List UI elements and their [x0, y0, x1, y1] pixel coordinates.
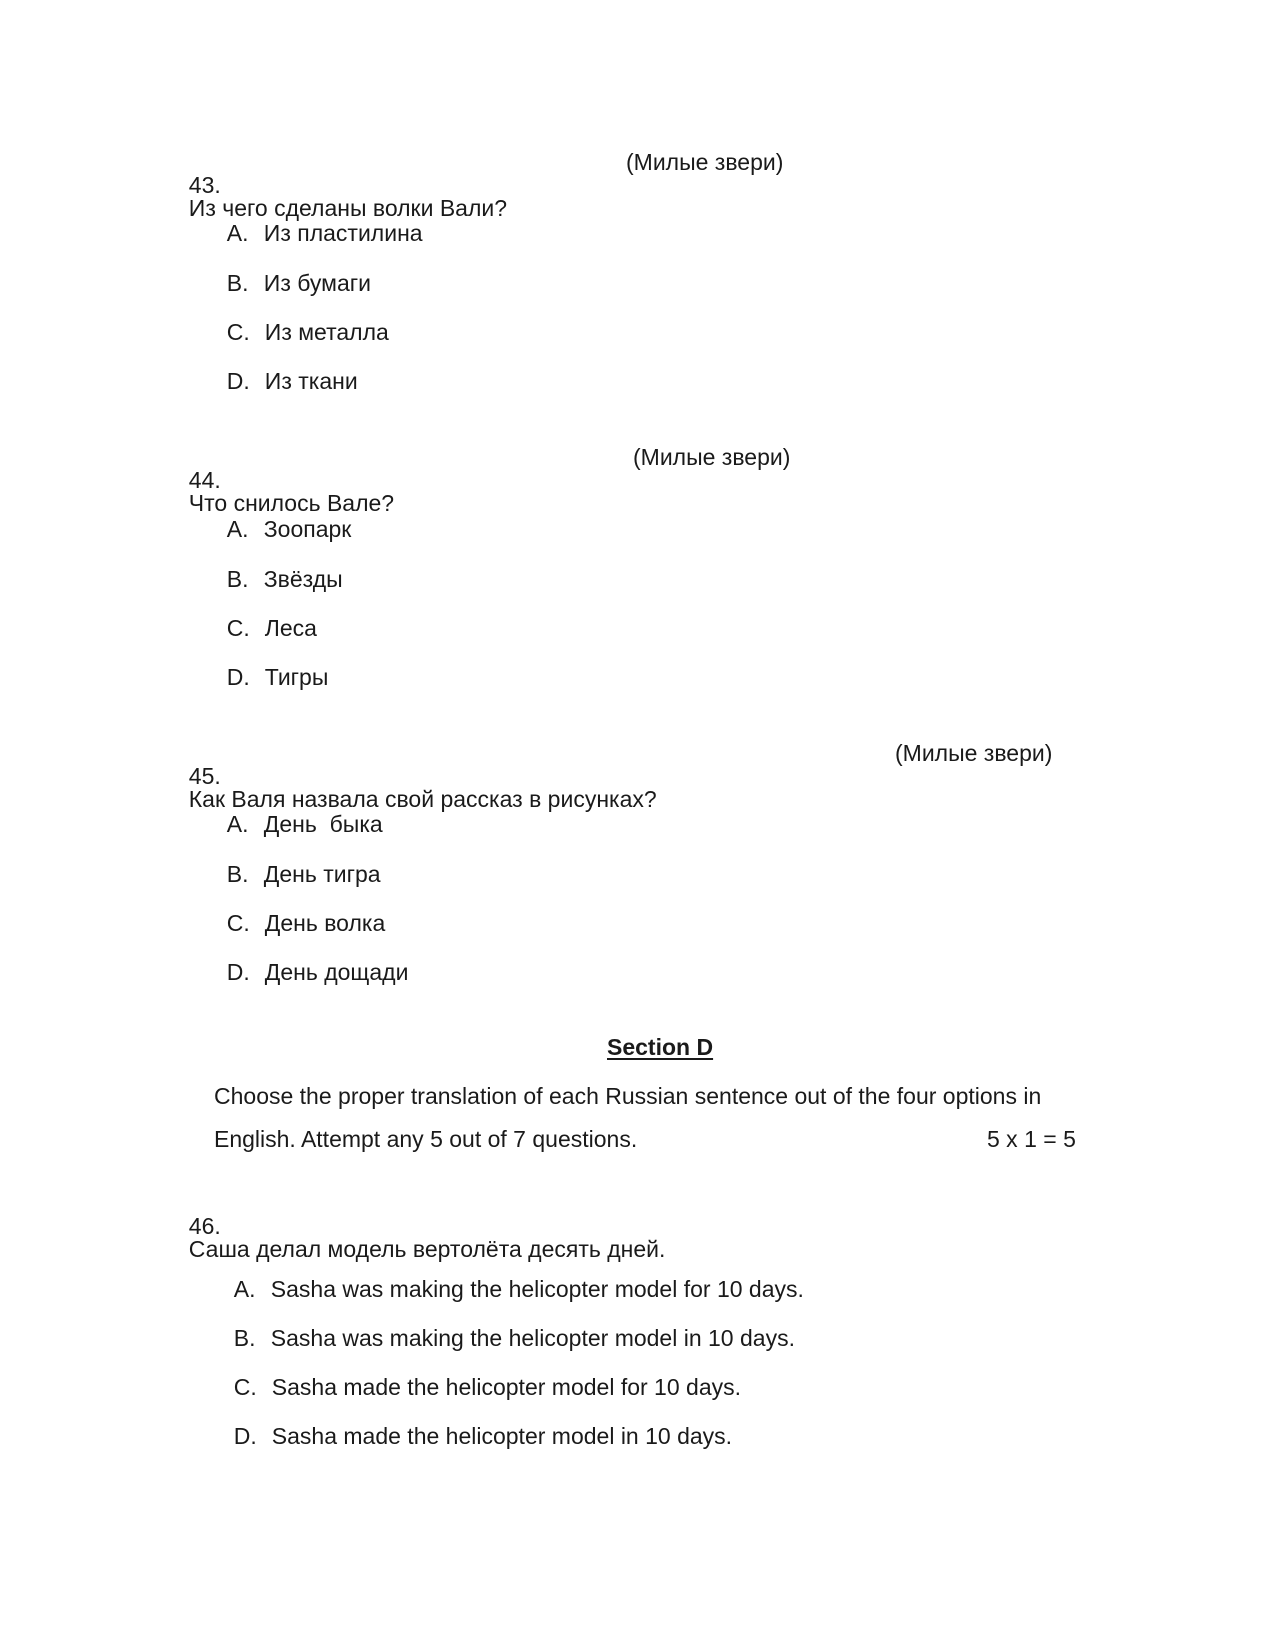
question-text: Как Валя назвала свой рассказ в рисунках? [188, 786, 657, 812]
option-a [214, 790, 383, 836]
option-letter: B. [233, 1325, 256, 1351]
option-letter: C. [226, 615, 250, 641]
question-source: (Милые звери) [895, 740, 1053, 766]
question-text: Что снилось Вале? [188, 490, 395, 516]
option-letter: D. [226, 959, 250, 985]
section-title: Section D [607, 1034, 714, 1060]
question-number: 43. [188, 172, 221, 198]
question-number: 46. [188, 1213, 221, 1239]
option-letter: C. [226, 910, 250, 936]
question-text: Из чего сделаны волки Вали? [188, 195, 508, 221]
option-d [214, 643, 328, 689]
option-d [221, 1402, 732, 1448]
option-text: Sasha was making the helicopter model for 10 days. [270, 1276, 804, 1302]
option-text: Зоопарк [263, 516, 352, 542]
option-text: День тигра [263, 861, 381, 887]
option-text: Из металла [264, 319, 389, 345]
option-letter: C. [233, 1374, 257, 1400]
option-letter: A. [226, 516, 249, 542]
option-text: День быка [263, 811, 383, 837]
option-c [214, 298, 389, 344]
option-text: Звёзды [263, 566, 343, 592]
question-number: 44. [188, 467, 221, 493]
question-source: (Милые звери) [626, 149, 784, 175]
option-letter: D. [226, 368, 250, 394]
option-b [221, 1304, 795, 1350]
option-letter: D. [233, 1423, 257, 1449]
option-b [214, 840, 381, 886]
section-instruction-line1: Choose the proper translation of each Russian sentence out of the four options in [214, 1083, 1042, 1109]
option-text: Sasha made the helicopter model in 10 days. [271, 1423, 733, 1449]
question-46 [176, 1192, 665, 1261]
option-text: Тигры [264, 664, 329, 690]
option-letter: C. [226, 319, 250, 345]
option-text: Из ткани [264, 368, 358, 394]
option-c [214, 594, 317, 640]
question-number: 45. [188, 763, 221, 789]
option-letter: A. [233, 1276, 256, 1302]
option-letter: B. [226, 566, 249, 592]
option-c [214, 889, 385, 935]
option-text: Sasha made the helicopter model for 10 days. [271, 1374, 742, 1400]
option-letter: B. [226, 861, 249, 887]
option-text: Из пластилина [263, 220, 423, 246]
option-letter: B. [226, 270, 249, 296]
option-a [214, 199, 423, 245]
option-b [214, 249, 371, 295]
option-letter: A. [226, 220, 249, 246]
option-text: День волка [264, 910, 386, 936]
option-d [214, 347, 358, 393]
option-text: Из бумаги [263, 270, 371, 296]
question-text: Саша делал модель вертолёта десять дней. [188, 1236, 666, 1262]
option-letter: A. [226, 811, 249, 837]
section-marks: 5 x 1 = 5 [987, 1126, 1076, 1152]
option-a [214, 495, 351, 541]
option-text: День дощади [264, 959, 409, 985]
option-letter: D. [226, 664, 250, 690]
option-d [214, 938, 408, 984]
question-source: (Милые звери) [633, 444, 791, 470]
option-c [221, 1353, 741, 1399]
option-b [214, 545, 343, 591]
option-a [221, 1255, 804, 1301]
option-text: Sasha was making the helicopter model in 10 days. [270, 1325, 795, 1351]
option-text: Леса [264, 615, 317, 641]
section-instruction-line2: English. Attempt any 5 out of 7 questions. [214, 1126, 638, 1152]
